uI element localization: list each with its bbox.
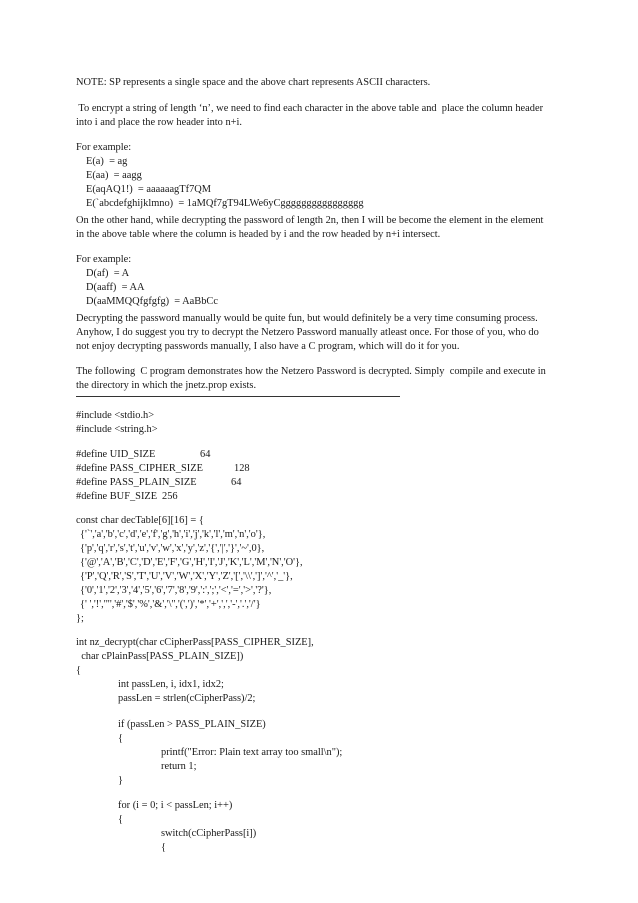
code-line: char cPlainPass[PASS_PLAIN_SIZE]): [76, 651, 244, 662]
code-line: const char decTable[6][16] = {: [76, 515, 204, 526]
code-line: printf("Error: Plain text array too small\n");: [161, 747, 343, 758]
encrypt-example: E(aqAQ1!) = aaaaaagTf7QM: [86, 184, 212, 195]
define-name: #define PASS_PLAIN_SIZE: [76, 477, 197, 488]
encrypt-example: E(a) = ag: [86, 156, 128, 167]
encrypt-intro-line-2: into i and place the row header into n+i.: [76, 117, 242, 128]
code-line: {'@','A','B','C','D','E','F','G','H','I','J','K','L','M','N','O'},: [80, 557, 303, 568]
encrypt-example: E(aa) = aagg: [86, 170, 142, 181]
example-label: For example:: [76, 254, 132, 265]
code-line: {'`','a','b','c','d','e','f','g','h','i','j','k','l','m','n','o'},: [80, 529, 266, 540]
include-line: #include <stdio.h>: [76, 410, 155, 421]
code-line: }: [118, 775, 123, 786]
code-line: for (i = 0; i < passLen; i++): [118, 800, 233, 811]
manual-para-line: not enjoy decrypting passwords manually, I also have a C program, which will do it for you.: [76, 341, 460, 352]
program-para-line: the directory in which the jnetz.prop exists.: [76, 380, 257, 391]
decrypt-example: D(aaMMQQfgfgfg) = AaBbCc: [86, 296, 218, 307]
code-line: {: [76, 665, 81, 676]
code-line: };: [76, 613, 84, 624]
manual-para-line: Anyhow, I do suggest you try to decrypt the Netzero Password manually atleast once. For those of you, who do: [76, 327, 539, 338]
decrypt-intro-line-2: in the above table where the column is headed by i and the row headed by n+i intersect.: [76, 229, 441, 240]
code-line: {'p','q','r','s','t','u','v','w','x','y','z','{','|','}','~',0},: [80, 543, 265, 554]
code-line: {'P','Q','R','S','T','U','V','W','X','Y','Z','[','\\',']','^','_'},: [80, 571, 293, 582]
define-line: [76, 476, 241, 489]
define-name: #define UID_SIZE: [76, 449, 156, 460]
define-name: #define PASS_CIPHER_SIZE: [76, 463, 203, 474]
code-line: {' ','!','"','#','$','%','&','\'','(',')','*','+',',','-','.','/'}: [80, 599, 261, 610]
define-value: 64: [231, 477, 242, 488]
program-para-line: The following C program demonstrates how the Netzero Password is decrypted. Simply compile and execute in: [76, 366, 546, 377]
include-line: #include <string.h>: [76, 424, 158, 435]
code-line: {: [161, 842, 166, 853]
define-value: 64: [200, 449, 211, 460]
encrypt-intro-line-1: To encrypt a string of length ‘n’, we need to find each character in the above table and place the column header: [76, 103, 544, 114]
define-line: [76, 462, 250, 475]
code-line: {'0','1','2','3','4','5','6','7','8','9',':',';','<','=','>','?'},: [80, 585, 272, 596]
code-line: int nz_decrypt(char cCipherPass[PASS_CIPHER_SIZE],: [76, 637, 314, 648]
example-label: For example:: [76, 142, 132, 153]
manual-para-line: Decrypting the password manually would be quite fun, but would definitely be a very time consuming process.: [76, 313, 538, 324]
code-line: {: [118, 814, 123, 825]
encrypt-example: E(`abcdefghijklmno) = 1aMQf7gT94LWe6yCgggggggggggggggg: [86, 198, 364, 209]
code-line: {: [118, 733, 123, 744]
separator-rule: [76, 396, 400, 397]
note-line: NOTE: SP represents a single space and the above chart represents ASCII characters.: [76, 77, 431, 88]
define-line: [76, 490, 178, 503]
define-value: 256: [162, 491, 178, 502]
code-line: if (passLen > PASS_PLAIN_SIZE): [118, 719, 266, 730]
code-line: return 1;: [161, 761, 197, 772]
code-line: int passLen, i, idx1, idx2;: [118, 679, 224, 690]
code-line: passLen = strlen(cCipherPass)/2;: [118, 693, 256, 704]
code-line: switch(cCipherPass[i]): [161, 828, 257, 839]
define-value: 128: [234, 463, 250, 474]
define-line: [76, 448, 210, 461]
decrypt-example: D(af) = A: [86, 268, 130, 279]
define-name: #define BUF_SIZE: [76, 491, 158, 502]
decrypt-example: D(aaff) = AA: [86, 282, 145, 293]
decrypt-intro-line-1: On the other hand, while decrypting the password of length 2n, then I will be become the element in the element: [76, 215, 544, 226]
